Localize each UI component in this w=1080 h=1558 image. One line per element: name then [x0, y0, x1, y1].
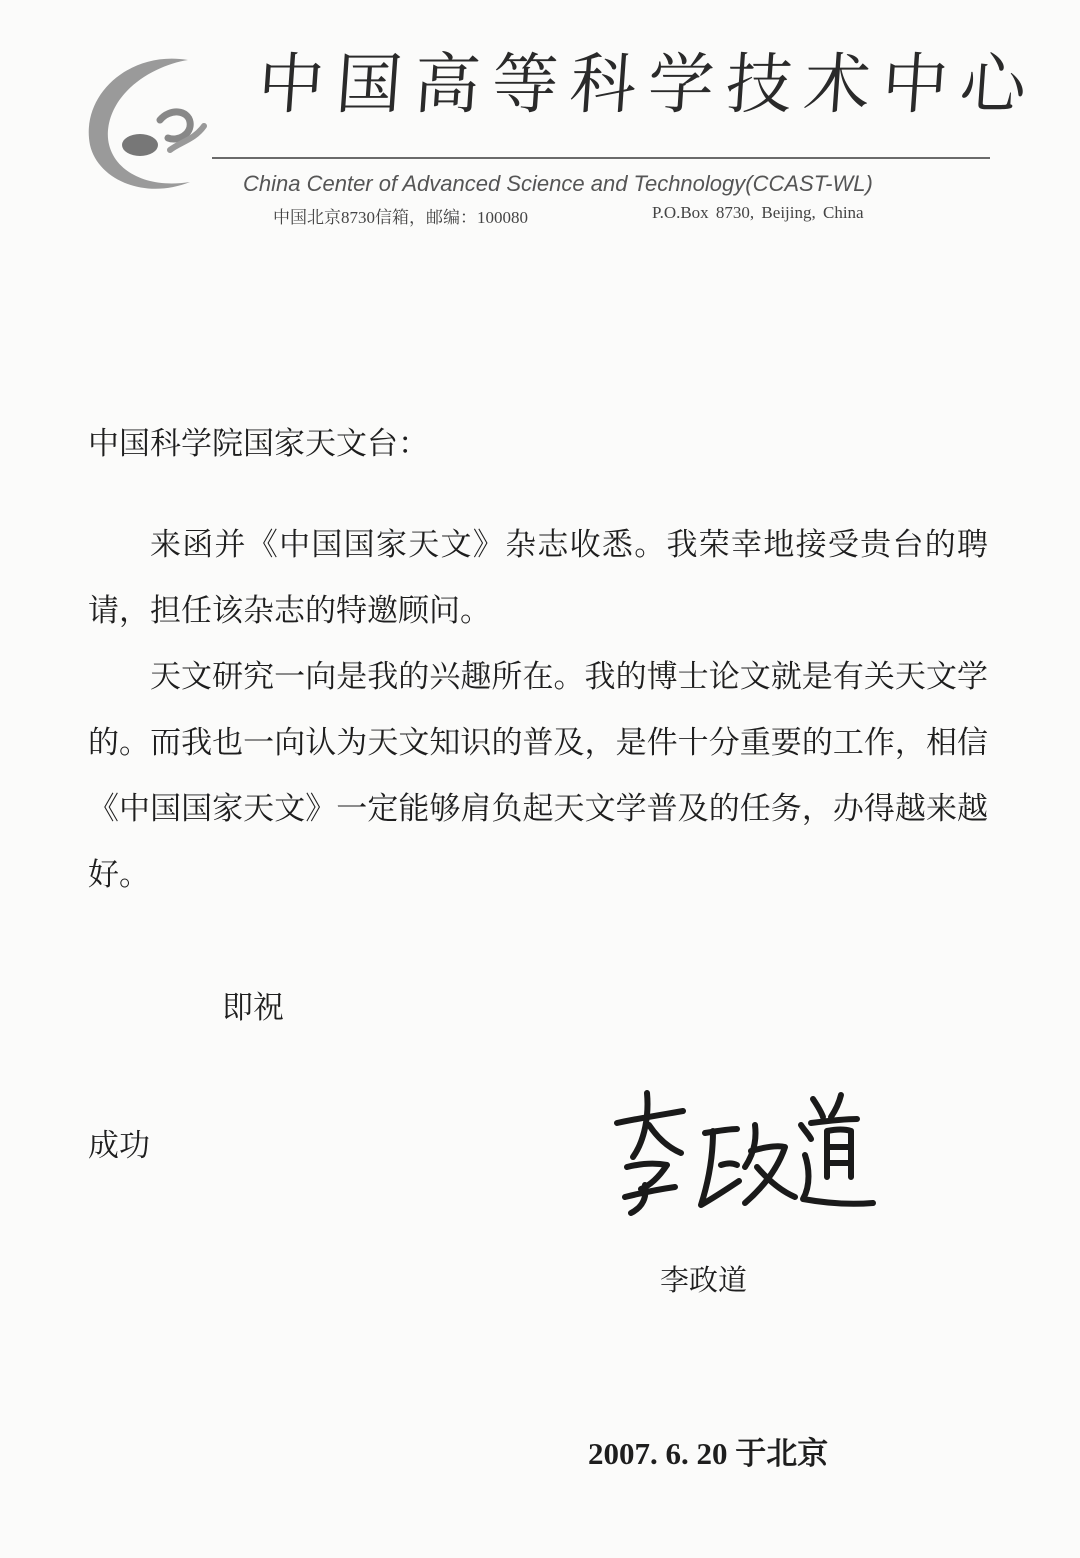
letterhead	[0, 0, 1080, 240]
address-chinese: 中国北京8730信箱，邮编：100080	[273, 208, 528, 227]
closing-greeting: 即祝	[222, 990, 284, 1026]
letterhead-divider	[212, 157, 990, 159]
handwritten-signature	[605, 1085, 880, 1220]
closing-wish: 成功	[88, 1128, 150, 1164]
date-and-place: 2007. 6. 20 于北京	[588, 1436, 829, 1471]
org-name-english: China Center of Advanced Science and Technology(CCAST-WL)	[243, 171, 873, 196]
salutation: 中国科学院国家天文台：	[88, 426, 429, 462]
signer-name: 李政道	[660, 1263, 748, 1297]
ccast-swirl-logo-icon	[70, 50, 230, 200]
letter-body	[88, 512, 988, 908]
address-english: P.O.Box 8730, Beijing, China	[652, 203, 864, 222]
org-name-chinese: 中国高等科学技术中心	[255, 46, 1041, 123]
body-paragraph: 天文研究一向是我的兴趣所在。我的博士论文就是有关天文学的。而我也一向认为天文知识的普及，是件十分重要的工作，相信《中国国家天文》一定能够肩负起天文学普及的任务，办得越来越好。	[88, 659, 988, 893]
body-paragraph: 来函并《中国国家天文》杂志收悉。我荣幸地接受贵台的聘请，担任该杂志的特邀顾问。	[88, 527, 988, 629]
